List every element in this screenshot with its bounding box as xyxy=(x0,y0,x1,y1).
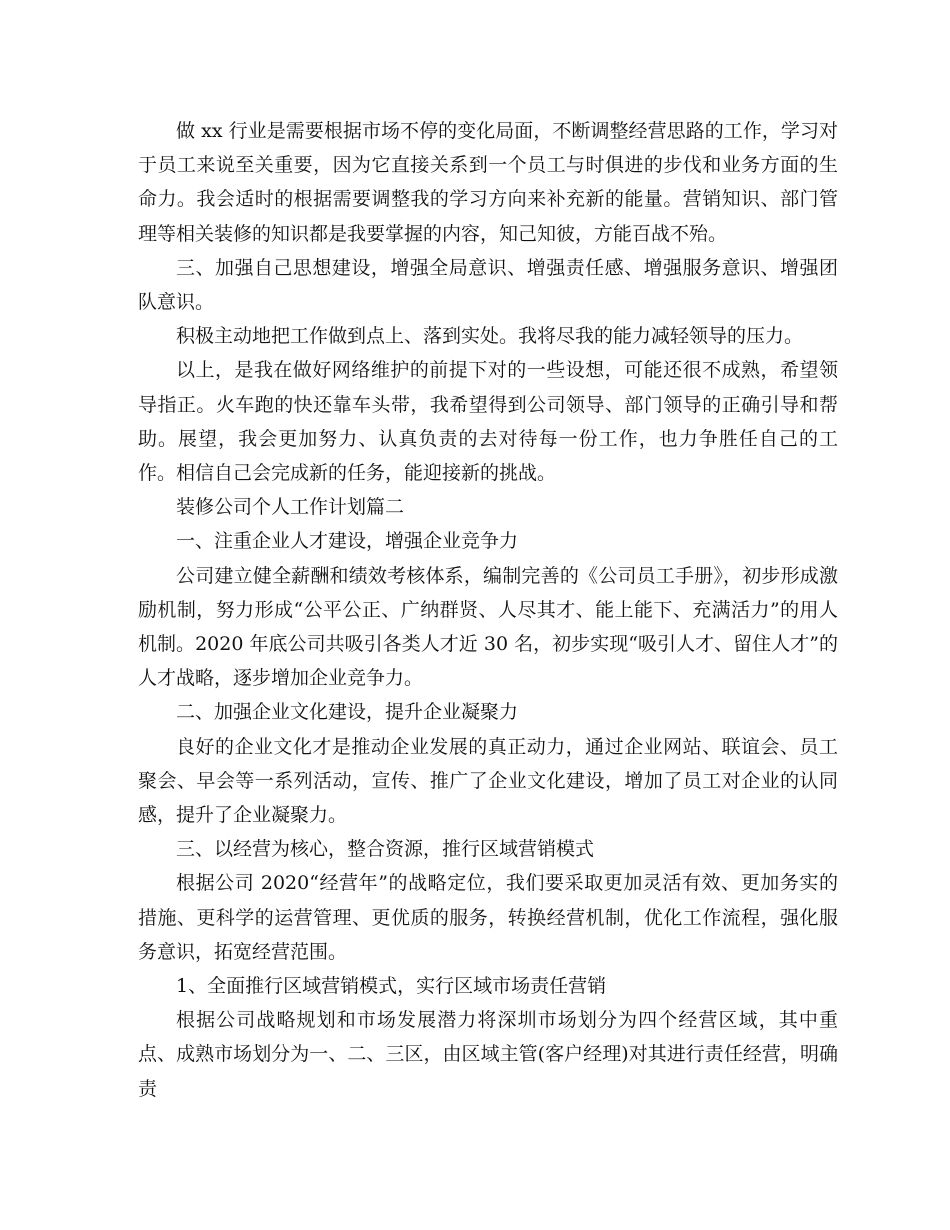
document-body xyxy=(138,114,838,1106)
heading-talent-building: 一、注重企业人才建设，增强企业竞争力 xyxy=(176,530,519,553)
paragraph-talent-building: 公司建立健全薪酬和绩效考核体系，编制完善的《公司员工手册》，初步形成激励机制，努力形成“公平公正、广纳群贤、人尽其才、能上能下、充满活力”的用人机制。2020 年底公司共吸引各类人才近 30 名，初步实现“吸引人才、留住人才”的人才战略，逐步增加企业竞争力。 xyxy=(138,564,838,690)
paragraph-corporate-culture: 良好的企业文化才是推动企业发展的真正动力，通过企业网站、联谊会、员工聚会、早会等一系列活动，宣传、推广了企业文化建设，增加了员工对企业的认同感，提升了企业凝聚力。 xyxy=(138,735,838,827)
heading-regional-marketing: 三、以经营为核心，整合资源，推行区域营销模式 xyxy=(176,838,595,861)
paragraph-shenzhen-regions: 根据公司战略规划和市场发展潜力将深圳市场划分为四个经营区域，其中重点、成熟市场划分为一、二、三区，由区域主管(客户经理)对其进行责任经营，明确责 xyxy=(138,1009,838,1100)
section-title-part-two: 装修公司个人工作计划篇二 xyxy=(176,496,405,519)
heading-corporate-culture: 二、加强企业文化建设，提升企业凝聚力 xyxy=(176,701,519,724)
heading-ideology-building: 三、加强自己思想建设，增强全局意识、增强责任感、增强服务意识、增强团队意识。 xyxy=(138,256,838,314)
paragraph-conclusion: 以上，是我在做好网络维护的前提下对的一些设想，可能还很不成熟，希望领导指正。火车跑的快还靠车头带，我希望得到公司领导、部门领导的正确引导和帮助。展望，我会更加努力、认真负责的去对待每一份工作，也力争胜任自己的工作。相信自己会完成新的任务，能迎接新的挑战。 xyxy=(138,359,838,485)
paragraph-operating-year: 根据公司 2020“经营年”的战略定位，我们要采取更加灵活有效、更加务实的措施、更科学的运营管理、更优质的服务，转换经营机制，优化工作流程，强化服务意识，拓宽经营范围。 xyxy=(138,872,838,963)
heading-regional-responsibility: 1、全面推行区域营销模式，实行区域市场责任营销 xyxy=(176,975,607,998)
paragraph-proactive-work: 积极主动地把工作做到点上、落到实处。我将尽我的能力减轻领导的压力。 xyxy=(176,325,804,348)
paragraph-study-importance: 做 xx 行业是需要根据市场不停的变化局面，不断调整经营思路的工作，学习对于员工来说至关重要，因为它直接关系到一个员工与时俱进的步伐和业务方面的生命力。我会适时的根据需要调整我的学习方向来补充新的能量。营销知识、部门管理等相关装修的知识都是我要掌握的内容，知己知彼，方能百战不殆。 xyxy=(138,120,838,245)
